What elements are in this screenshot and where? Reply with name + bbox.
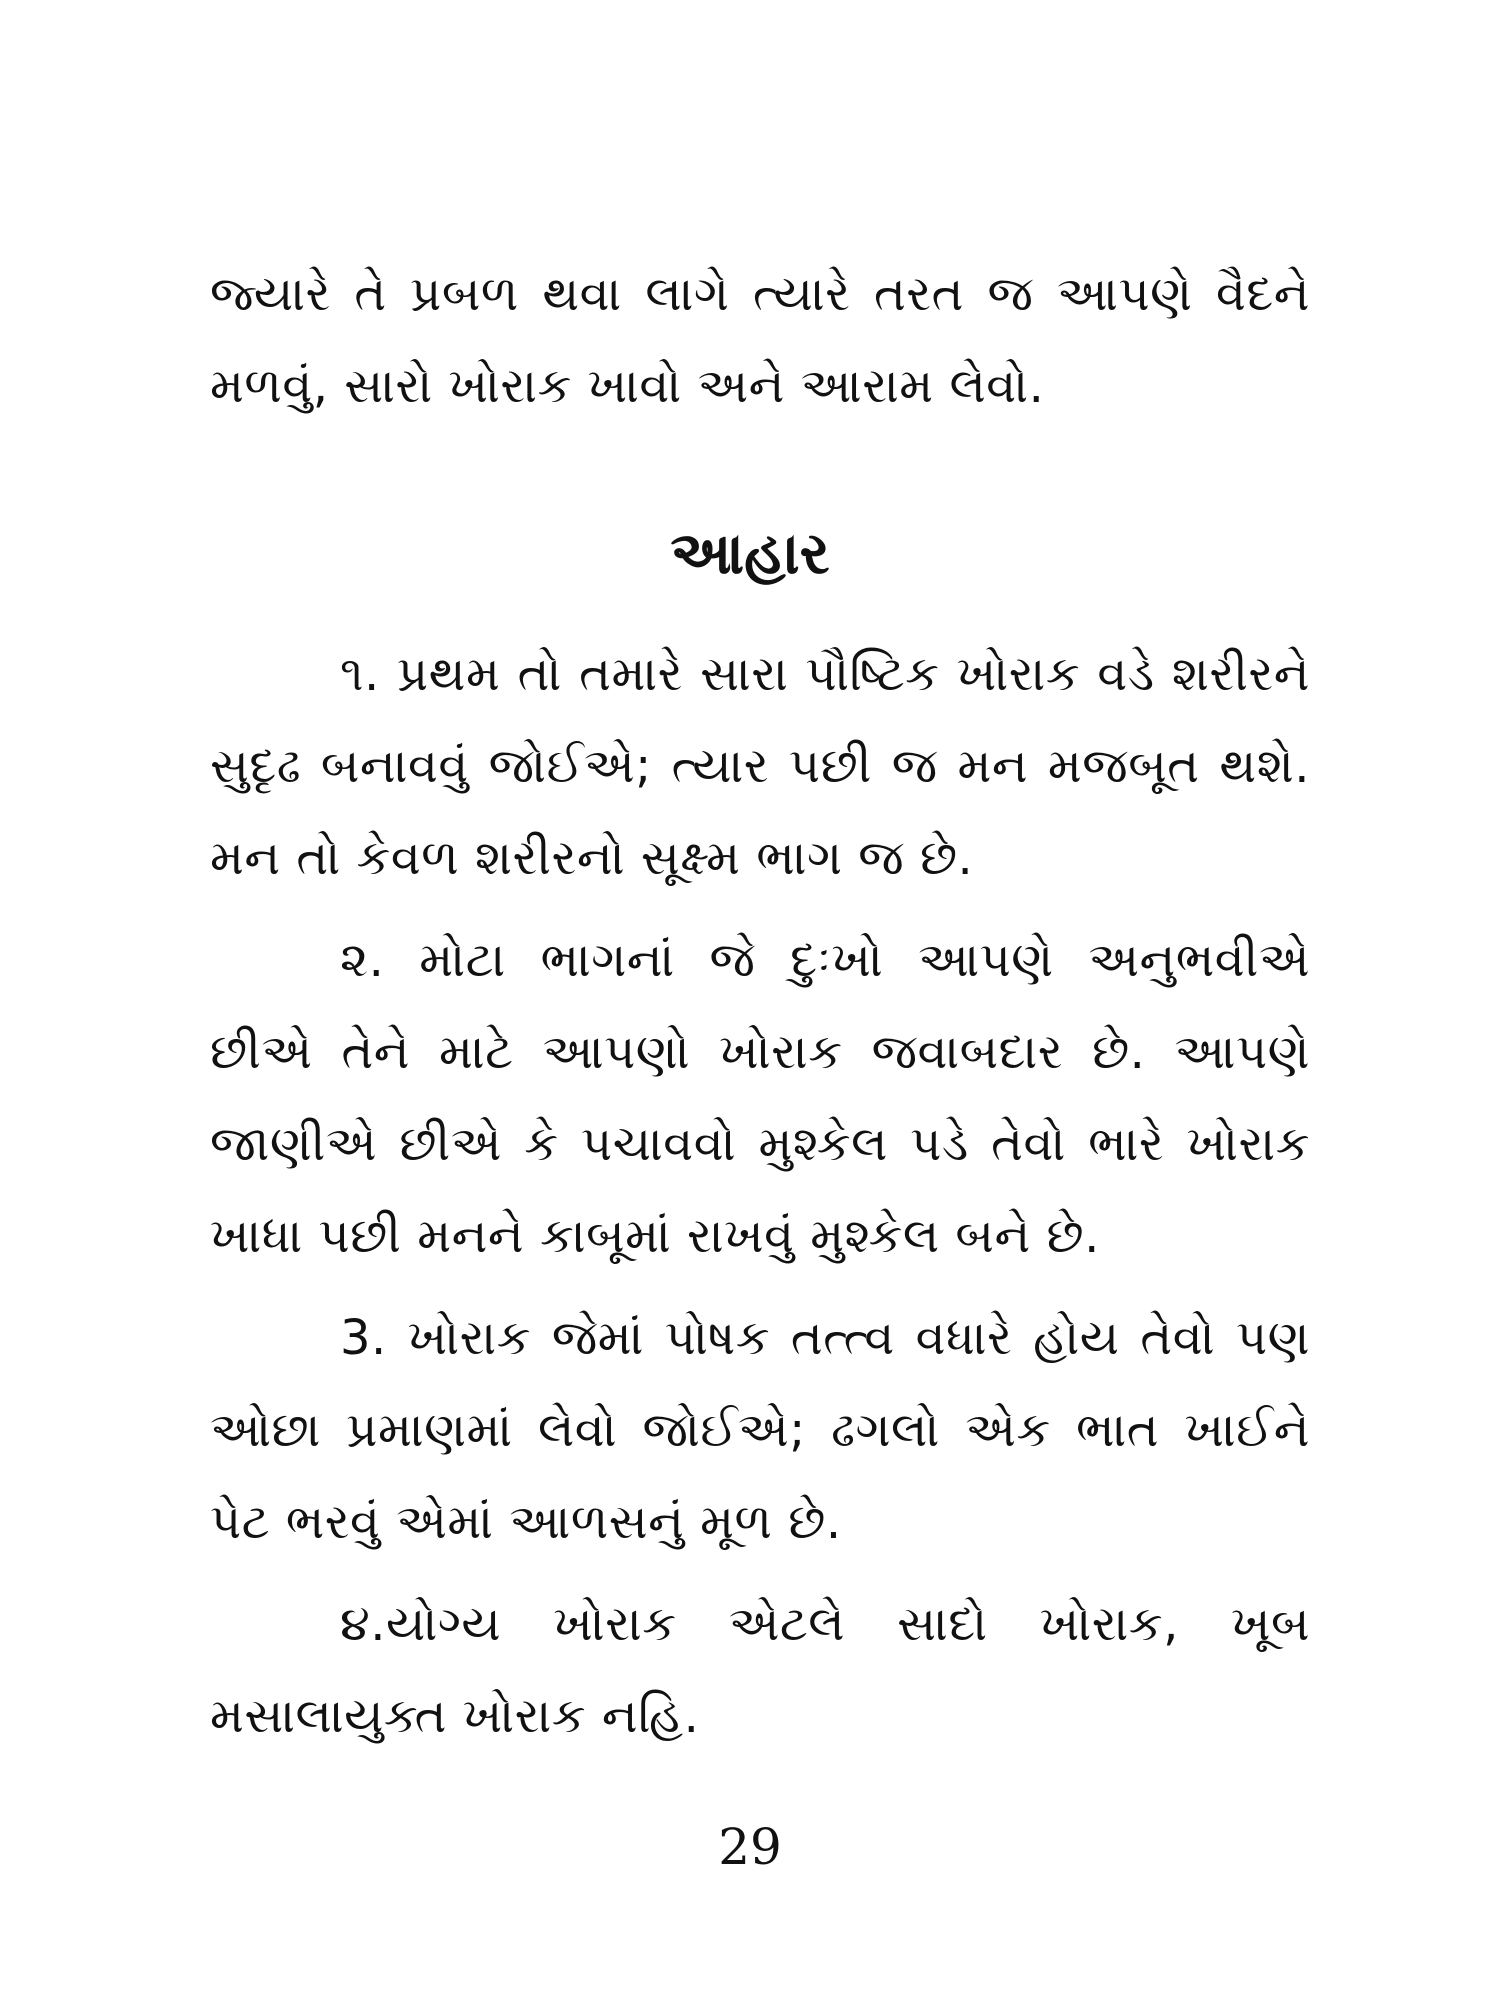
list-item-4: ૪.યોગ્ય ખોરાક એટલે સાદો ખોરાક, ખૂબ મસાલાયુક્ત ખોરાક નહિ. — [210, 1596, 1310, 1744]
list-item-1: ૧. પ્રથમ તો તમારે સારા પૌષ્ટિક ખોરાક વડે શરીરને સુદૃઢ બનાવવું જોઈએ; ત્યાર પછી જ મન મજબૂત થશે. મન તો કેવળ શરીરનો સૂક્ષ્મ ભાગ જ છે. — [210, 646, 1310, 886]
numbered-list — [210, 628, 1310, 1772]
list-item-2: ૨. મોટા ભાગનાં જે દુઃખો આપણે અનુભવીએ છીએ તેને માટે આપણો ખોરાક જવાબદાર છે. આપણે જાણીએ છીએ કે પચાવવો મુશ્કેલ પડે તેવો ભારે ખોરાક ખાધા પછી મનને કાબૂમાં રાખવું મુશ્કેલ બને છે. — [210, 932, 1310, 1264]
page-number: 29 — [718, 1818, 782, 1876]
intro-paragraph: જ્યારે તે પ્રબળ થવા લાગે ત્યારે તરત જ આપણે વૈદને મળવું, સારો ખોરાક ખાવો અને આરામ લેવો. — [210, 266, 1310, 414]
list-item-3: 3. ખોરાક જેમાં પોષક તત્ત્વ વધારે હોય તેવો પણ ઓછા પ્રમાણમાં લેવો જોઈએ; ઢગલો એક ભાત ખાઈને પેટ ભરવું એમાં આળસનું મૂળ છે. — [210, 1310, 1310, 1550]
section-heading: આહાર — [670, 519, 830, 587]
